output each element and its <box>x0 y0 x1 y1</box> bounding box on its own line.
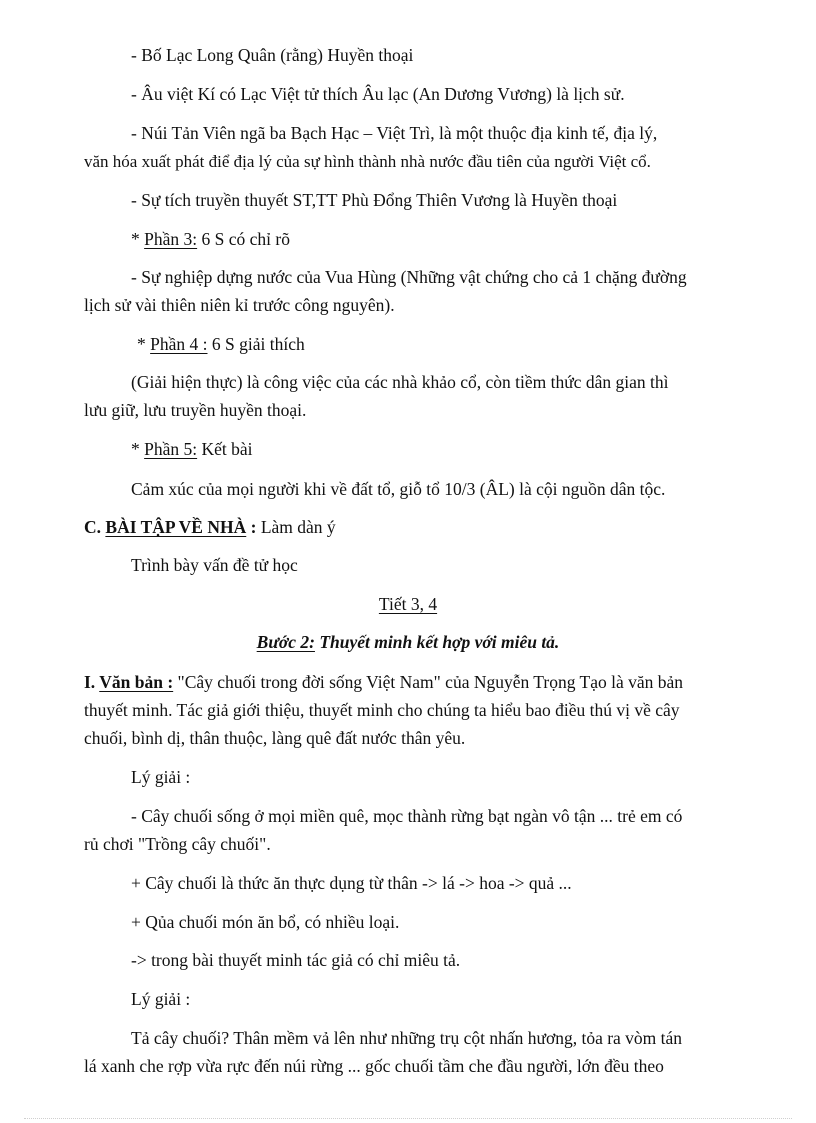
lesson-heading: Tiết 3, 4 <box>378 594 438 614</box>
section-label: Văn bản : <box>99 672 174 692</box>
homework-colon: : <box>246 517 261 537</box>
part-5-label: Phần 5: <box>144 439 198 459</box>
text-line-15: Trình bày vấn đề tử học <box>131 555 298 575</box>
text-line-21: rủ chơi "Trồng cây chuối". <box>84 834 271 854</box>
text-line-4: văn hóa xuất phát điể địa lý của sự hình thành nhà nước đầu tiên của người Việt cổ. <box>84 152 651 171</box>
text-line-3: - Núi Tản Viên ngã ba Bạch Hạc – Việt Trì, là một thuộc địa kinh tế, địa lý, <box>131 123 658 143</box>
part-4-text: 6 S giải thích <box>207 334 305 354</box>
section-text-rest: "Cây chuối trong đời sống Việt Nam" của Nguyễn Trọng Tạo là văn bản <box>173 672 684 692</box>
text-line-19: Lý giải : <box>131 767 191 787</box>
homework-heading <box>84 515 336 539</box>
page-bottom-divider <box>24 1118 792 1119</box>
text-line-7: - Sự nghiệp dựng nước của Vua Hùng (Những vật chứng cho cả 1 chặng đường <box>131 267 687 287</box>
step-heading <box>0 630 816 654</box>
step-title: Thuyết minh kết hợp với miêu tả. <box>314 632 560 652</box>
part-4-label: Phần 4 : <box>150 334 208 354</box>
homework-label: BÀI TẬP VỀ NHÀ <box>105 517 247 537</box>
text-line-1: - Bố Lạc Long Quân (rằng) Huyền thoại <box>131 45 414 65</box>
section-part-5 <box>131 437 253 461</box>
text-line-13: Cảm xúc của mọi người khi về đất tổ, giỗ tổ 10/3 (ÂL) là cội nguồn dân tộc. <box>131 479 666 499</box>
text-line-24: -> trong bài thuyết minh tác giả có chỉ miêu tả. <box>131 950 461 970</box>
text-line-23: + Qủa chuối món ăn bổ, có nhiều loại. <box>131 912 400 932</box>
text-line-11: lưu giữ, lưu truyền huyền thoại. <box>84 400 307 420</box>
homework-prefix: C. <box>84 517 106 537</box>
text-line-22: + Cây chuối là thức ăn thực dụng từ thân -> lá -> hoa -> quả ... <box>131 873 572 893</box>
part-3-label: Phần 3: <box>144 229 198 249</box>
bullet-star: * <box>137 334 151 354</box>
part-3-text: 6 S có chỉ rõ <box>197 229 290 249</box>
part-5-text: Kết bài <box>197 439 253 459</box>
homework-text: Làm dàn ý <box>260 517 336 537</box>
text-line-5: - Sự tích truyền thuyết ST,TT Phù Đổng Thiên Vương là Huyền thoại <box>131 190 618 210</box>
section-text <box>84 670 683 694</box>
bullet-star: * <box>131 439 145 459</box>
step-label: Bước 2: <box>256 632 315 652</box>
text-line-20: - Cây chuối sống ở mọi miền quê, mọc thành rừng bạt ngàn vô tận ... trẻ em có <box>131 806 683 826</box>
section-prefix: I. <box>84 672 100 692</box>
section-part-4 <box>137 332 305 356</box>
bullet-star: * <box>131 229 145 249</box>
text-line-2: - Âu việt Kí có Lạc Việt tử thích Âu lạc (An Dương Vương) là lịch sử. <box>131 84 625 104</box>
text-line-25: Lý giải : <box>131 989 191 1009</box>
text-line-10: (Giải hiện thực) là công việc của các nhà khảo cổ, còn tiềm thức dân gian thì <box>131 372 669 392</box>
text-line-17: thuyết minh. Tác giả giới thiệu, thuyết minh cho chúng ta hiểu bao điều thú vị về cây <box>84 700 680 720</box>
text-line-26: Tả cây chuối? Thân mềm vả lên như những trụ cột nhấn hương, tỏa ra vòm tán <box>131 1028 683 1048</box>
text-line-8: lịch sử vài thiên niên kỉ trước công nguyên). <box>84 295 395 315</box>
text-line-18: chuối, bình dị, thân thuộc, làng quê đất nước thân yêu. <box>84 728 466 748</box>
section-part-3 <box>131 227 290 251</box>
text-line-27: lá xanh che rợp vừa rực đến núi rừng ... gốc chuối tầm che đầu người, lớn đều theo <box>84 1056 664 1076</box>
